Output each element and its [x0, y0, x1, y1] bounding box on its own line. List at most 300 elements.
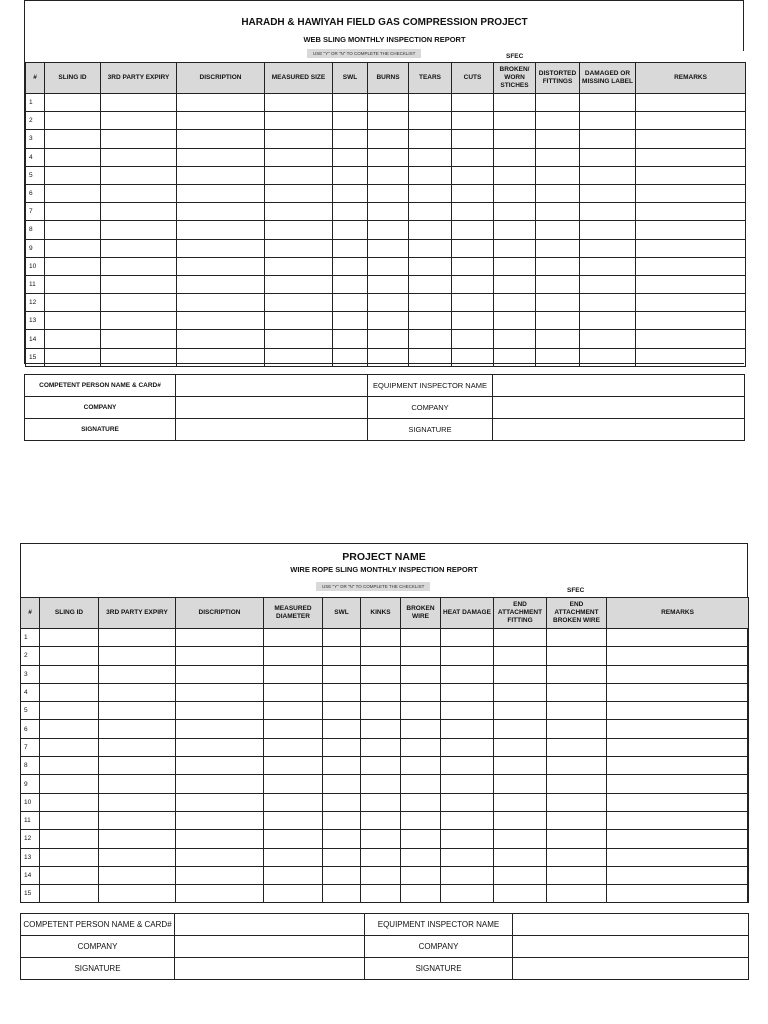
checklist-cell[interactable] — [401, 665, 441, 683]
checklist-cell[interactable] — [580, 184, 636, 202]
checklist-cell[interactable] — [99, 647, 176, 665]
checklist-cell[interactable] — [176, 757, 264, 775]
checklist-cell[interactable] — [265, 257, 333, 275]
checklist-cell[interactable] — [101, 166, 177, 184]
checklist-cell[interactable] — [580, 294, 636, 312]
checklist-cell[interactable] — [452, 94, 494, 112]
checklist-cell[interactable] — [264, 647, 323, 665]
checklist-cell[interactable] — [401, 629, 441, 647]
checklist-cell[interactable] — [177, 130, 265, 148]
checklist-cell[interactable] — [264, 848, 323, 866]
checklist-cell[interactable] — [40, 775, 99, 793]
checklist-cell[interactable] — [99, 885, 176, 903]
checklist-cell[interactable] — [607, 738, 749, 756]
checklist-cell[interactable] — [264, 702, 323, 720]
checklist-cell[interactable] — [636, 112, 746, 130]
checklist-cell[interactable] — [409, 203, 452, 221]
checklist-cell[interactable] — [45, 348, 101, 366]
checklist-cell[interactable] — [361, 866, 401, 884]
checklist-cell[interactable] — [494, 665, 547, 683]
checklist-cell[interactable] — [636, 348, 746, 366]
checklist-cell[interactable] — [409, 148, 452, 166]
checklist-cell[interactable] — [580, 148, 636, 166]
checklist-cell[interactable] — [580, 112, 636, 130]
competent-person-field[interactable] — [175, 914, 365, 936]
checklist-cell[interactable] — [441, 885, 494, 903]
checklist-cell[interactable] — [547, 738, 607, 756]
checklist-cell[interactable] — [441, 757, 494, 775]
checklist-cell[interactable] — [177, 94, 265, 112]
checklist-cell[interactable] — [40, 848, 99, 866]
checklist-cell[interactable] — [99, 848, 176, 866]
checklist-cell[interactable] — [361, 775, 401, 793]
checklist-cell[interactable] — [636, 184, 746, 202]
checklist-cell[interactable] — [368, 203, 409, 221]
checklist-cell[interactable] — [494, 738, 547, 756]
checklist-cell[interactable] — [536, 294, 580, 312]
checklist-cell[interactable] — [401, 683, 441, 701]
checklist-cell[interactable] — [607, 885, 749, 903]
checklist-cell[interactable] — [177, 257, 265, 275]
checklist-cell[interactable] — [494, 239, 536, 257]
checklist-cell[interactable] — [494, 294, 536, 312]
checklist-cell[interactable] — [536, 348, 580, 366]
checklist-cell[interactable] — [401, 647, 441, 665]
checklist-cell[interactable] — [333, 221, 368, 239]
checklist-cell[interactable] — [547, 665, 607, 683]
checklist-cell[interactable] — [452, 330, 494, 348]
checklist-cell[interactable] — [323, 885, 361, 903]
checklist-cell[interactable] — [607, 683, 749, 701]
checklist-cell[interactable] — [452, 221, 494, 239]
checklist-cell[interactable] — [368, 348, 409, 366]
checklist-cell[interactable] — [265, 148, 333, 166]
checklist-cell[interactable] — [176, 793, 264, 811]
checklist-cell[interactable] — [265, 130, 333, 148]
checklist-cell[interactable] — [547, 848, 607, 866]
checklist-cell[interactable] — [99, 720, 176, 738]
checklist-cell[interactable] — [101, 184, 177, 202]
checklist-cell[interactable] — [333, 94, 368, 112]
checklist-cell[interactable] — [333, 312, 368, 330]
checklist-cell[interactable] — [368, 112, 409, 130]
checklist-cell[interactable] — [323, 757, 361, 775]
checklist-cell[interactable] — [536, 184, 580, 202]
checklist-cell[interactable] — [580, 130, 636, 148]
checklist-cell[interactable] — [494, 203, 536, 221]
checklist-cell[interactable] — [264, 811, 323, 829]
checklist-cell[interactable] — [101, 257, 177, 275]
checklist-cell[interactable] — [494, 330, 536, 348]
checklist-cell[interactable] — [264, 793, 323, 811]
checklist-cell[interactable] — [368, 221, 409, 239]
checklist-cell[interactable] — [547, 702, 607, 720]
checklist-cell[interactable] — [40, 866, 99, 884]
checklist-cell[interactable] — [409, 330, 452, 348]
checklist-cell[interactable] — [101, 294, 177, 312]
checklist-cell[interactable] — [45, 312, 101, 330]
checklist-cell[interactable] — [494, 848, 547, 866]
checklist-cell[interactable] — [45, 130, 101, 148]
checklist-cell[interactable] — [547, 830, 607, 848]
checklist-cell[interactable] — [536, 239, 580, 257]
checklist-cell[interactable] — [494, 184, 536, 202]
checklist-cell[interactable] — [176, 811, 264, 829]
checklist-cell[interactable] — [580, 221, 636, 239]
checklist-cell[interactable] — [101, 312, 177, 330]
checklist-cell[interactable] — [441, 702, 494, 720]
checklist-cell[interactable] — [40, 683, 99, 701]
checklist-cell[interactable] — [607, 647, 749, 665]
checklist-cell[interactable] — [45, 221, 101, 239]
checklist-cell[interactable] — [176, 866, 264, 884]
checklist-cell[interactable] — [176, 647, 264, 665]
checklist-cell[interactable] — [636, 275, 746, 293]
checklist-cell[interactable] — [401, 848, 441, 866]
checklist-cell[interactable] — [580, 330, 636, 348]
checklist-cell[interactable] — [176, 683, 264, 701]
checklist-cell[interactable] — [177, 275, 265, 293]
checklist-cell[interactable] — [607, 629, 749, 647]
checklist-cell[interactable] — [323, 848, 361, 866]
checklist-cell[interactable] — [494, 130, 536, 148]
checklist-cell[interactable] — [361, 793, 401, 811]
checklist-cell[interactable] — [265, 112, 333, 130]
checklist-cell[interactable] — [441, 793, 494, 811]
checklist-cell[interactable] — [265, 330, 333, 348]
checklist-cell[interactable] — [101, 330, 177, 348]
checklist-cell[interactable] — [45, 184, 101, 202]
checklist-cell[interactable] — [441, 683, 494, 701]
checklist-cell[interactable] — [361, 720, 401, 738]
checklist-cell[interactable] — [494, 647, 547, 665]
checklist-cell[interactable] — [361, 629, 401, 647]
checklist-cell[interactable] — [607, 866, 749, 884]
checklist-cell[interactable] — [368, 330, 409, 348]
checklist-cell[interactable] — [333, 166, 368, 184]
checklist-cell[interactable] — [452, 166, 494, 184]
checklist-cell[interactable] — [101, 275, 177, 293]
checklist-cell[interactable] — [536, 275, 580, 293]
checklist-cell[interactable] — [40, 647, 99, 665]
checklist-cell[interactable] — [265, 239, 333, 257]
checklist-cell[interactable] — [580, 348, 636, 366]
checklist-cell[interactable] — [494, 166, 536, 184]
checklist-cell[interactable] — [636, 166, 746, 184]
checklist-cell[interactable] — [547, 683, 607, 701]
signature-field-right[interactable] — [513, 958, 749, 980]
checklist-cell[interactable] — [452, 239, 494, 257]
checklist-cell[interactable] — [636, 257, 746, 275]
checklist-cell[interactable] — [580, 257, 636, 275]
checklist-cell[interactable] — [401, 885, 441, 903]
checklist-cell[interactable] — [452, 294, 494, 312]
checklist-cell[interactable] — [323, 629, 361, 647]
checklist-cell[interactable] — [401, 775, 441, 793]
checklist-cell[interactable] — [536, 94, 580, 112]
checklist-cell[interactable] — [333, 112, 368, 130]
checklist-cell[interactable] — [441, 647, 494, 665]
checklist-cell[interactable] — [409, 112, 452, 130]
checklist-cell[interactable] — [176, 885, 264, 903]
checklist-cell[interactable] — [368, 166, 409, 184]
company-field-left[interactable] — [176, 397, 368, 419]
checklist-cell[interactable] — [452, 275, 494, 293]
company-field-right[interactable] — [493, 397, 745, 419]
checklist-cell[interactable] — [494, 775, 547, 793]
checklist-cell[interactable] — [494, 720, 547, 738]
checklist-cell[interactable] — [45, 94, 101, 112]
checklist-cell[interactable] — [368, 239, 409, 257]
checklist-cell[interactable] — [580, 312, 636, 330]
checklist-cell[interactable] — [264, 757, 323, 775]
checklist-cell[interactable] — [264, 665, 323, 683]
checklist-cell[interactable] — [361, 665, 401, 683]
checklist-cell[interactable] — [45, 275, 101, 293]
checklist-cell[interactable] — [636, 130, 746, 148]
checklist-cell[interactable] — [264, 720, 323, 738]
checklist-cell[interactable] — [264, 683, 323, 701]
checklist-cell[interactable] — [265, 221, 333, 239]
checklist-cell[interactable] — [323, 811, 361, 829]
checklist-cell[interactable] — [177, 348, 265, 366]
checklist-cell[interactable] — [333, 239, 368, 257]
checklist-cell[interactable] — [177, 239, 265, 257]
checklist-cell[interactable] — [636, 94, 746, 112]
checklist-cell[interactable] — [452, 130, 494, 148]
checklist-cell[interactable] — [494, 312, 536, 330]
checklist-cell[interactable] — [441, 811, 494, 829]
checklist-cell[interactable] — [368, 130, 409, 148]
checklist-cell[interactable] — [333, 275, 368, 293]
checklist-cell[interactable] — [441, 665, 494, 683]
signature-field-left[interactable] — [176, 419, 368, 441]
checklist-cell[interactable] — [368, 294, 409, 312]
checklist-cell[interactable] — [441, 629, 494, 647]
checklist-cell[interactable] — [40, 793, 99, 811]
checklist-cell[interactable] — [323, 793, 361, 811]
checklist-cell[interactable] — [177, 330, 265, 348]
checklist-cell[interactable] — [536, 221, 580, 239]
checklist-cell[interactable] — [401, 738, 441, 756]
checklist-cell[interactable] — [441, 775, 494, 793]
checklist-cell[interactable] — [494, 866, 547, 884]
checklist-cell[interactable] — [547, 866, 607, 884]
checklist-cell[interactable] — [636, 239, 746, 257]
checklist-cell[interactable] — [547, 647, 607, 665]
checklist-cell[interactable] — [265, 348, 333, 366]
checklist-cell[interactable] — [494, 830, 547, 848]
checklist-cell[interactable] — [401, 702, 441, 720]
checklist-cell[interactable] — [361, 811, 401, 829]
checklist-cell[interactable] — [264, 866, 323, 884]
checklist-cell[interactable] — [177, 166, 265, 184]
checklist-cell[interactable] — [333, 130, 368, 148]
checklist-cell[interactable] — [494, 148, 536, 166]
checklist-cell[interactable] — [368, 275, 409, 293]
checklist-cell[interactable] — [494, 275, 536, 293]
checklist-cell[interactable] — [99, 629, 176, 647]
checklist-cell[interactable] — [264, 738, 323, 756]
checklist-cell[interactable] — [45, 203, 101, 221]
checklist-cell[interactable] — [607, 702, 749, 720]
checklist-cell[interactable] — [401, 866, 441, 884]
checklist-cell[interactable] — [547, 811, 607, 829]
checklist-cell[interactable] — [494, 793, 547, 811]
checklist-cell[interactable] — [40, 720, 99, 738]
checklist-cell[interactable] — [547, 885, 607, 903]
company-field-left[interactable] — [175, 936, 365, 958]
checklist-cell[interactable] — [409, 275, 452, 293]
checklist-cell[interactable] — [452, 203, 494, 221]
checklist-cell[interactable] — [636, 312, 746, 330]
checklist-cell[interactable] — [536, 257, 580, 275]
checklist-cell[interactable] — [176, 848, 264, 866]
checklist-cell[interactable] — [607, 830, 749, 848]
checklist-cell[interactable] — [494, 94, 536, 112]
checklist-cell[interactable] — [264, 629, 323, 647]
checklist-cell[interactable] — [333, 148, 368, 166]
checklist-cell[interactable] — [333, 203, 368, 221]
checklist-cell[interactable] — [494, 348, 536, 366]
checklist-cell[interactable] — [333, 184, 368, 202]
checklist-cell[interactable] — [368, 184, 409, 202]
equipment-inspector-field[interactable] — [513, 914, 749, 936]
checklist-cell[interactable] — [536, 166, 580, 184]
checklist-cell[interactable] — [409, 312, 452, 330]
checklist-cell[interactable] — [536, 330, 580, 348]
checklist-cell[interactable] — [177, 184, 265, 202]
signature-field-left[interactable] — [175, 958, 365, 980]
checklist-cell[interactable] — [40, 702, 99, 720]
checklist-cell[interactable] — [409, 257, 452, 275]
checklist-cell[interactable] — [99, 738, 176, 756]
checklist-cell[interactable] — [323, 775, 361, 793]
checklist-cell[interactable] — [368, 257, 409, 275]
checklist-cell[interactable] — [176, 738, 264, 756]
checklist-cell[interactable] — [494, 757, 547, 775]
checklist-cell[interactable] — [176, 665, 264, 683]
checklist-cell[interactable] — [333, 330, 368, 348]
checklist-cell[interactable] — [441, 738, 494, 756]
checklist-cell[interactable] — [323, 866, 361, 884]
checklist-cell[interactable] — [101, 221, 177, 239]
checklist-cell[interactable] — [333, 257, 368, 275]
checklist-cell[interactable] — [441, 848, 494, 866]
checklist-cell[interactable] — [333, 348, 368, 366]
checklist-cell[interactable] — [494, 112, 536, 130]
checklist-cell[interactable] — [265, 166, 333, 184]
checklist-cell[interactable] — [494, 811, 547, 829]
checklist-cell[interactable] — [409, 94, 452, 112]
checklist-cell[interactable] — [40, 629, 99, 647]
checklist-cell[interactable] — [45, 294, 101, 312]
checklist-cell[interactable] — [401, 811, 441, 829]
checklist-cell[interactable] — [547, 793, 607, 811]
checklist-cell[interactable] — [177, 203, 265, 221]
checklist-cell[interactable] — [536, 203, 580, 221]
checklist-cell[interactable] — [101, 148, 177, 166]
checklist-cell[interactable] — [45, 166, 101, 184]
checklist-cell[interactable] — [401, 793, 441, 811]
checklist-cell[interactable] — [580, 94, 636, 112]
checklist-cell[interactable] — [101, 94, 177, 112]
checklist-cell[interactable] — [99, 866, 176, 884]
checklist-cell[interactable] — [45, 239, 101, 257]
checklist-cell[interactable] — [409, 239, 452, 257]
checklist-cell[interactable] — [409, 221, 452, 239]
checklist-cell[interactable] — [441, 830, 494, 848]
checklist-cell[interactable] — [176, 720, 264, 738]
checklist-cell[interactable] — [176, 629, 264, 647]
checklist-cell[interactable] — [607, 757, 749, 775]
checklist-cell[interactable] — [607, 665, 749, 683]
checklist-cell[interactable] — [45, 330, 101, 348]
checklist-cell[interactable] — [361, 848, 401, 866]
checklist-cell[interactable] — [40, 738, 99, 756]
checklist-cell[interactable] — [401, 757, 441, 775]
checklist-cell[interactable] — [265, 184, 333, 202]
checklist-cell[interactable] — [99, 702, 176, 720]
checklist-cell[interactable] — [99, 793, 176, 811]
checklist-cell[interactable] — [177, 112, 265, 130]
checklist-cell[interactable] — [607, 848, 749, 866]
checklist-cell[interactable] — [177, 148, 265, 166]
checklist-cell[interactable] — [40, 757, 99, 775]
checklist-cell[interactable] — [264, 885, 323, 903]
checklist-cell[interactable] — [265, 203, 333, 221]
checklist-cell[interactable] — [361, 702, 401, 720]
checklist-cell[interactable] — [101, 348, 177, 366]
checklist-cell[interactable] — [401, 830, 441, 848]
checklist-cell[interactable] — [494, 683, 547, 701]
checklist-cell[interactable] — [409, 130, 452, 148]
checklist-cell[interactable] — [401, 720, 441, 738]
checklist-cell[interactable] — [547, 629, 607, 647]
checklist-cell[interactable] — [265, 312, 333, 330]
checklist-cell[interactable] — [45, 257, 101, 275]
checklist-cell[interactable] — [40, 830, 99, 848]
checklist-cell[interactable] — [452, 148, 494, 166]
checklist-cell[interactable] — [333, 294, 368, 312]
checklist-cell[interactable] — [452, 112, 494, 130]
checklist-cell[interactable] — [607, 775, 749, 793]
checklist-cell[interactable] — [99, 811, 176, 829]
checklist-cell[interactable] — [45, 148, 101, 166]
checklist-cell[interactable] — [101, 203, 177, 221]
checklist-cell[interactable] — [494, 629, 547, 647]
checklist-cell[interactable] — [323, 647, 361, 665]
checklist-cell[interactable] — [580, 275, 636, 293]
checklist-cell[interactable] — [580, 166, 636, 184]
checklist-cell[interactable] — [368, 312, 409, 330]
checklist-cell[interactable] — [323, 720, 361, 738]
checklist-cell[interactable] — [409, 294, 452, 312]
checklist-cell[interactable] — [452, 257, 494, 275]
checklist-cell[interactable] — [368, 148, 409, 166]
checklist-cell[interactable] — [99, 665, 176, 683]
checklist-cell[interactable] — [40, 665, 99, 683]
checklist-cell[interactable] — [176, 830, 264, 848]
checklist-cell[interactable] — [452, 348, 494, 366]
checklist-cell[interactable] — [607, 811, 749, 829]
checklist-cell[interactable] — [536, 148, 580, 166]
checklist-cell[interactable] — [452, 312, 494, 330]
checklist-cell[interactable] — [265, 294, 333, 312]
equipment-inspector-field[interactable] — [493, 375, 745, 397]
checklist-cell[interactable] — [99, 775, 176, 793]
checklist-cell[interactable] — [580, 239, 636, 257]
